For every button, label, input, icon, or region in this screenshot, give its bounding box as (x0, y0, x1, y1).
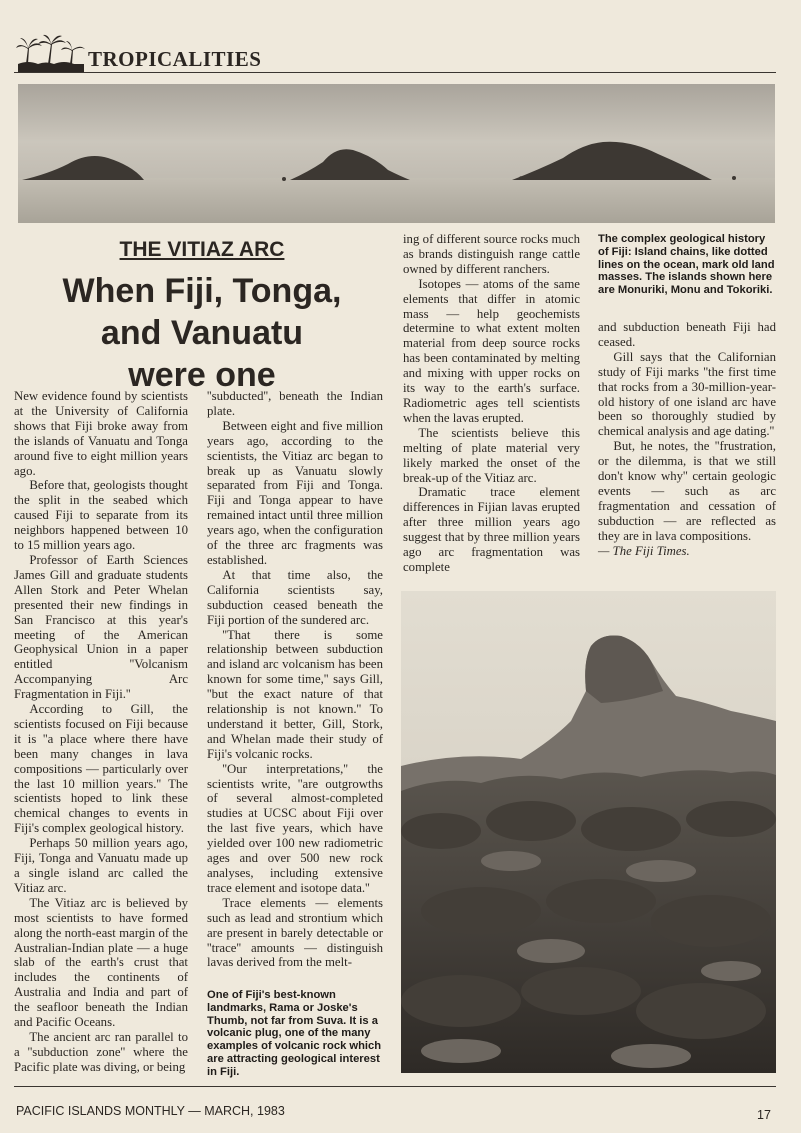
footer-rule (14, 1086, 776, 1087)
paragraph: The ancient arc ran parallel to a ''subduction zone'' where the Pacific plate was diving, or being (14, 1029, 188, 1074)
paragraph: According to Gill, the scientists focused on Fiji because it is ''a place where there have been many changes in lava compositions — particularly over the last 10 million years.'' The scientists hoped to link these chemical changes to events in Fiji's complex geological history. (14, 702, 188, 836)
paragraph: But, he notes, the ''frustration, or the dilemma, is that we still don't know why'' certain geologic events — such as arc fragmentation and cessation of subduction — are reflected as they are in lava compositions. (598, 439, 776, 543)
header-rule (14, 72, 776, 73)
paragraph: Before that, geologists thought the split in the seabed which caused Fiji to separate from its neighbors happened between 10 to 15 million years ago. (14, 478, 188, 553)
byline: — The Fiji Times. (598, 543, 690, 558)
islands-photo (18, 84, 775, 223)
footer-publication: PACIFIC ISLANDS MONTHLY — MARCH, 1983 (16, 1104, 285, 1118)
paragraph: Dramatic trace element differences in Fijian lavas erupted after three million years ago suggest that by three million years ago arc fragmentation was complete (403, 485, 580, 574)
paragraph: The scientists believe this melting of plate material very likely marked the onset of the break-up of the Vitiaz arc. (403, 425, 580, 485)
paragraph: New evidence found by scientists at the University of California shows that Fiji broke away from the islands of Vanuatu and Tonga around five to eight million years ago. (14, 389, 188, 478)
section-title: TROPICALITIES (88, 47, 262, 71)
paragraph: ''That there is some relationship between subduction and island arc volcanism has been known for some time,'' says Gill, ''but the exact nature of that relationship is not known.'' To understand it better, Gill, Stork, and Whelan made their study of Fiji's volcanic rocks. (207, 627, 383, 761)
paragraph: ing of different source rocks much as brands distinguish range cattle owned by different ranchers. (403, 232, 580, 276)
paragraph: Between eight and five million years ago, according to the scientists, the Vitiaz arc began to break up as Vanuatu slowly separated from Fiji and Tonga. Fiji and Tonga appear to have remained intact until three million years ago, when the configuration of the three arc fragments was established. (207, 418, 383, 567)
paragraph: Trace elements — elements such as lead and strontium which are present in barely detectable or ''trace'' amounts — distinguish lavas derived from the melt- (207, 895, 383, 970)
paragraph: The Vitiaz arc is believed by most scientists to have formed along the north-east margin of the Australian-Indian plate — a huge slab of the earth's crust that includes the continents of Australia and India and part of the seafloor beneath the Indian and Pacific Oceans. (14, 895, 188, 1030)
palm-trees-logo-icon (16, 34, 86, 72)
paragraph: Professor of Earth Sciences James Gill and graduate students Allen Stork and Peter Whelan presented their new findings in San Francisco at this year's meeting of the American Geophysical Union in a paper entitled ''Volcanism Accompanying Arc Fragmentation in Fiji.'' (14, 552, 188, 702)
paragraph: and subduction beneath Fiji had ceased. (598, 320, 776, 349)
headline-line: and Vanuatu (100, 314, 304, 352)
joskes-thumb-photo (401, 591, 776, 1073)
headline-line: When Fiji, Tonga, (62, 272, 342, 310)
paragraph: Gill says that the Californian study of Fiji marks ''the first time that rocks from a 30-million-year-old history of one island arc have been so thoroughly studied by chemical analysis and age dating.'' (598, 349, 776, 439)
body-column-1 (14, 389, 188, 1075)
islands-caption: The complex geological history of Fiji: Island chains, like dotted lines on the ocean, mark old land masses. The islands shown here are Monuriki, Monu and Tokoriki. (598, 233, 775, 297)
page-number: 17 (757, 1108, 771, 1122)
thumb-caption: One of Fiji's best-known landmarks, Rama or Joske's Thumb, not far from Suva. It is a volcanic plug, one of the many examples of volcanic rock which are attracting geological interest in Fiji. (207, 989, 382, 1078)
body-column-4 (598, 320, 776, 559)
paragraph: ''Our interpretations,'' the scientists write, ''are outgrowths of several almost-completed studies at UCSC about Fiji over the last five years, which have yielded over 100 new radiometric ages and over 500 new rock analyses, including extensive trace element and isotope data.'' (207, 761, 383, 895)
body-column-2 (207, 389, 383, 970)
paragraph: Isotopes — atoms of the same elements that differ in atomic mass — help geochemists determine to what extent molten material from deep source rocks has been contaminated by melting and mixing with upper rocks on its way to the earth's surface. Radiometric ages tell scientists when the lavas erupted. (403, 276, 580, 425)
paragraph: At that time also, the California scientists say, subduction ceased beneath the Fiji portion of the sundered arc. (207, 567, 383, 627)
article-kicker: THE VITIAZ ARC (119, 238, 285, 261)
paragraph: Perhaps 50 million years ago, Fiji, Tonga and Vanuatu made up a single island arc called the Vitiaz arc. (14, 836, 188, 895)
headline-line: were one (128, 356, 276, 394)
article-headline (20, 270, 384, 396)
body-column-3 (403, 232, 580, 575)
paragraph: ''subducted'', beneath the Indian plate. (207, 389, 383, 418)
